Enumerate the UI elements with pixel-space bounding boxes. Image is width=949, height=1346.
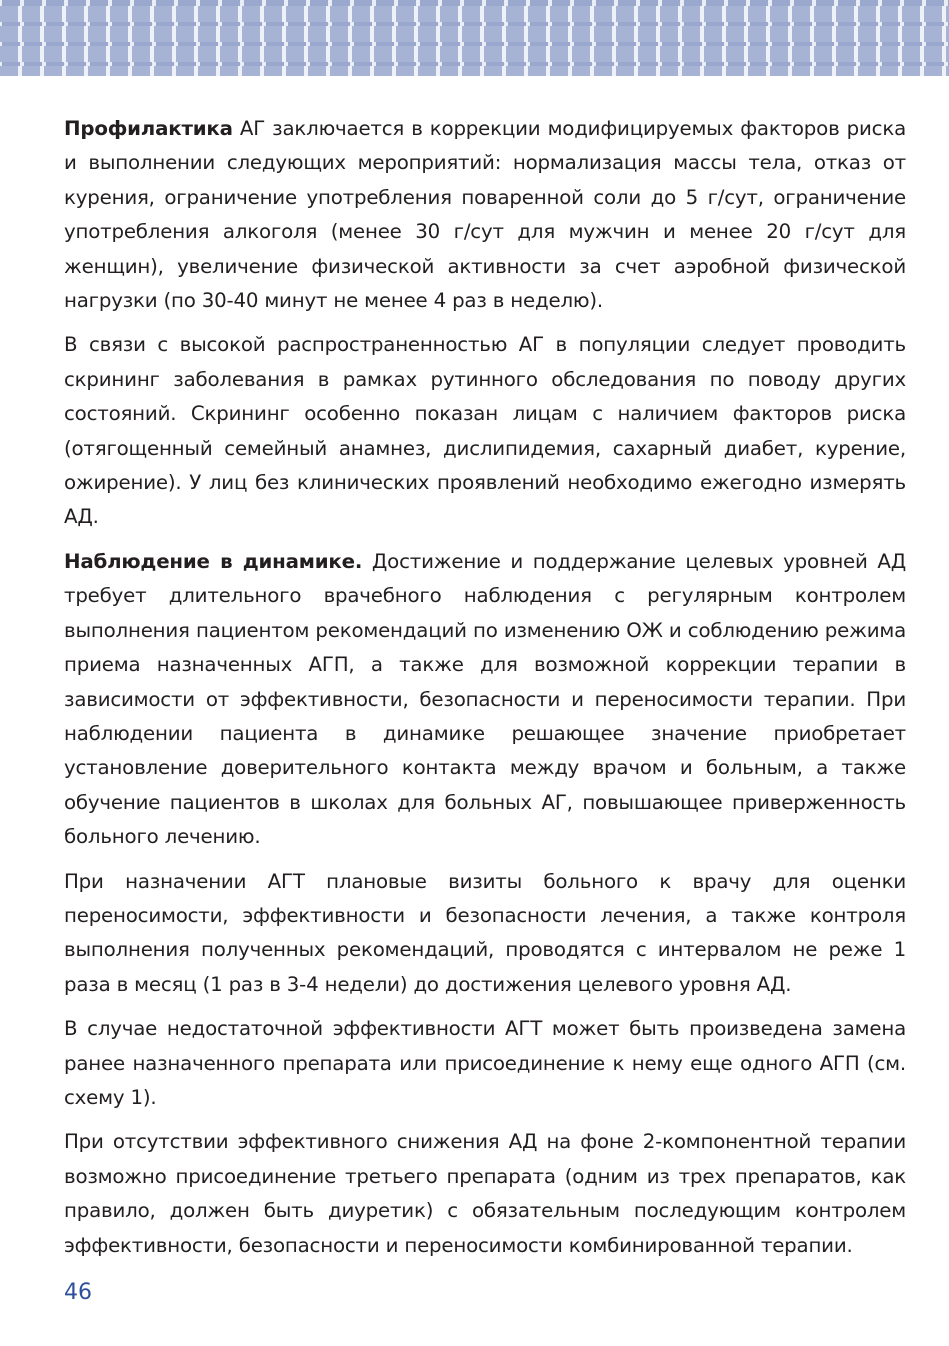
header-tile-row [0, 6, 949, 22]
header-tile-row [0, 46, 949, 62]
paragraph-text: В случае недостаточной эффективности АГТ может быть произведена замена ранее назначенного препарата или присоединение к нему еще одного АГП (см. схему 1). [64, 1017, 906, 1109]
paragraph-lead: Профилактика [64, 117, 233, 140]
paragraph-text: В связи с высокой распространенностью АГ в популяции следует проводить скрининг заболевания в рамках рутинного обследования по поводу других состояний. Скрининг особенно показан лицам с наличием факторов риска (отягощенный семейный анамнез, дислипидемия, сахарный диабет, курение, ожирение). У лиц без клинических проявлений необходимо ежегодно измерять АД. [64, 333, 906, 529]
paragraph-prophylaxis [64, 112, 906, 318]
paragraph-third-drug [64, 1125, 906, 1263]
paragraph-text: Достижение и поддержание целевых уровней АД требует длительного врачебного наблюдения с регулярным контролем выполнения пациентом рекомендаций по изменению ОЖ и соблюдению режима приема назначенных АГП, а также для возможной коррекции терапии в зависимости от эффективности, безопасности и переносимости терапии. При наблюдении пациента в динамике решающее значение приобретает установление доверительного контакта между врачом и больным, а также обучение пациентов в школах для больных АГ, повышающее приверженность больного лечению. [64, 549, 906, 849]
page-body [64, 112, 906, 1273]
page-number: 46 [64, 1280, 92, 1305]
header-tile-row [0, 26, 949, 42]
paragraph-visits [64, 865, 906, 1003]
header-tile-row [0, 66, 949, 76]
decorative-header-band [0, 0, 949, 76]
paragraph-replacement [64, 1012, 906, 1115]
paragraph-text: АГ заключается в коррекции модифицируемых факторов риска и выполнении следующих мероприятий: нормализация массы тела, отказ от курения, ограничение употребления поваренной соли до 5 г/сут, ограничение употребления алкоголя (менее 30 г/сут для мужчин и менее 20 г/сут для женщин), увеличение физической активности за счет аэробной физической нагрузки (по 30-40 минут не менее 4 раз в неделю). [64, 117, 906, 313]
paragraph-screening [64, 328, 906, 534]
paragraph-follow-up [64, 545, 906, 855]
paragraph-lead: Наблюдение в динамике. [64, 549, 363, 573]
paragraph-text: При назначении АГТ плановые визиты больного к врачу для оценки переносимости, эффективности и безопасности лечения, а также контроля выполнения полученных рекомендаций, проводятся с интервалом не реже 1 раза в месяц (1 раз в 3-4 недели) до достижения целевого уровня АД. [64, 869, 906, 996]
paragraph-text: При отсутствии эффективного снижения АД на фоне 2-компонентной терапии возможно присоединение третьего препарата (одним из трех препаратов, как правило, должен быть диуретик) с обязательным последующим контролем эффективности, безопасности и переносимости комбинированной терапии. [64, 1130, 906, 1257]
